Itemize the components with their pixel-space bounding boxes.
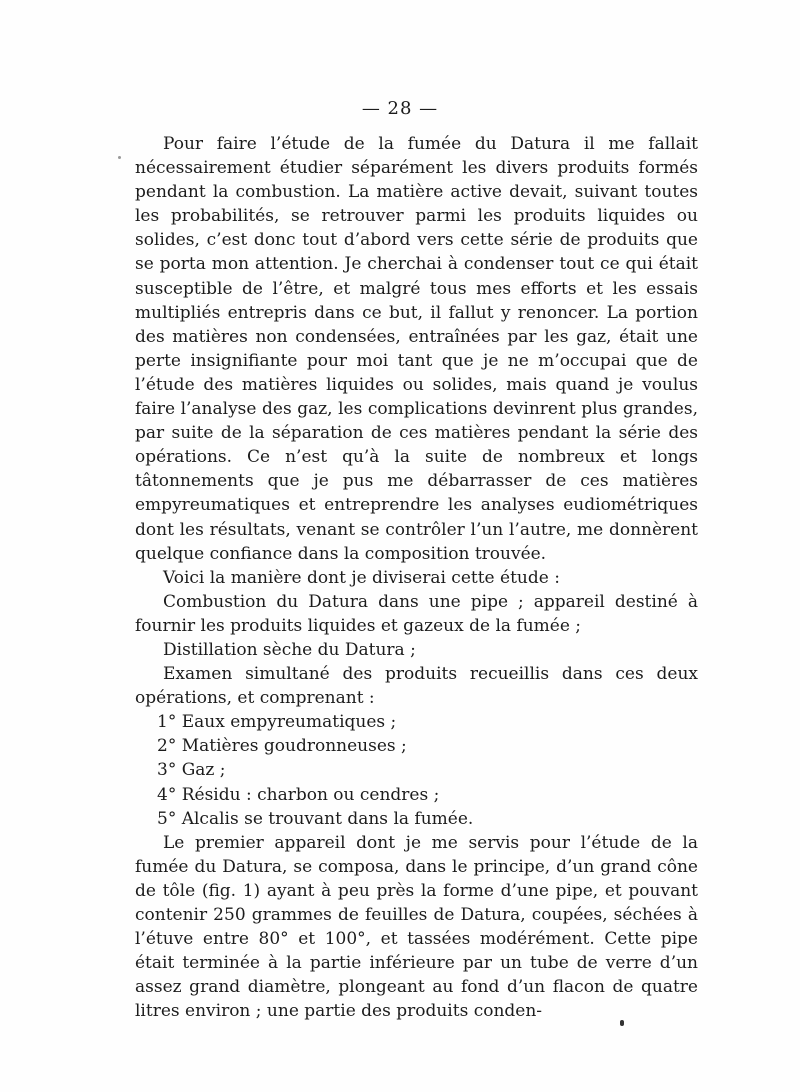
list-item: 5° Alcalis se trouvant dans la fumée. xyxy=(157,808,474,829)
paragraph-intro: Pour faire l’étude de la fumée du Datura il me fallait nécessairement étudier séparément les divers produits formés pendant la combustion. La matière active devait, suivant toutes les probabilités, se retrouver parmi les produits liquides ou solides, c’est donc tout d’abord vers cette série de produits que se porta mon attention. Je cherchai à condenser tout ce qui était susceptible de l’être, et malgré tous mes efforts et les essais multipliés entrepris dans ce but, il fallut y renoncer. La portion des matières non condensées, entraînées par les gaz, était une perte insignifiante pour moi tant que je ne m’occupai que de l’étude des matières liquides ou solides, mais quand je voulus faire l’analyse des gaz, les complications devinrent plus grandes, par suite de la séparation de ces matières pendant la série des opérations. Ce n’est qu’à la suite de nombreux et longs tâtonnements que je pus me débarrasser de ces matières empyreumatiques et entreprendre les analyses eudiométriques dont les résultats, venant se contrôler l’un l’autre, me donnèrent quelque confiance dans la composition trouvée. xyxy=(135,134,698,564)
paragraph-plan: Voici la manière dont je diviserai cette étude : xyxy=(163,567,560,588)
margin-mark xyxy=(118,156,121,159)
paragraph-closing: Le premier appareil dont je me servis pour l’étude de la fumée du Datura, se composa, dans le principe, d’un grand cône de tôle (fig. 1) ayant à peu près la forme d’une pipe, et pouvant contenir 250 grammes de feuilles de Datura, coupées, séchées à l’étuve entre 80° et 100°, et tassées modérément. Cette pipe était terminée à la partie inférieure par un tube de verre d’un assez grand diamètre, plongeant au fond d’un flacon de quatre litres environ ; une partie des produits conden- xyxy=(135,832,698,1022)
body-text xyxy=(135,132,698,1023)
paragraph-combustion: Combustion du Datura dans une pipe ; appareil destiné à fournir les produits liquides et gazeux de la fumée ; xyxy=(135,591,698,636)
list-item: 1° Eaux empyreumatiques ; xyxy=(157,712,397,733)
page-number: — 28 — xyxy=(361,98,439,119)
list-item: 4° Résidu : charbon ou cendres ; xyxy=(157,784,440,805)
list-item: 2° Matières goudronneuses ; xyxy=(157,736,407,757)
ink-speck xyxy=(620,1020,624,1026)
paragraph-examen: Examen simultané des produits recueillis dans ces deux opérations, et comprenant : xyxy=(135,664,698,709)
paragraph-distillation: Distillation sèche du Datura ; xyxy=(163,639,416,660)
list-item: 3° Gaz ; xyxy=(157,760,226,781)
enumeration-list xyxy=(135,710,698,830)
